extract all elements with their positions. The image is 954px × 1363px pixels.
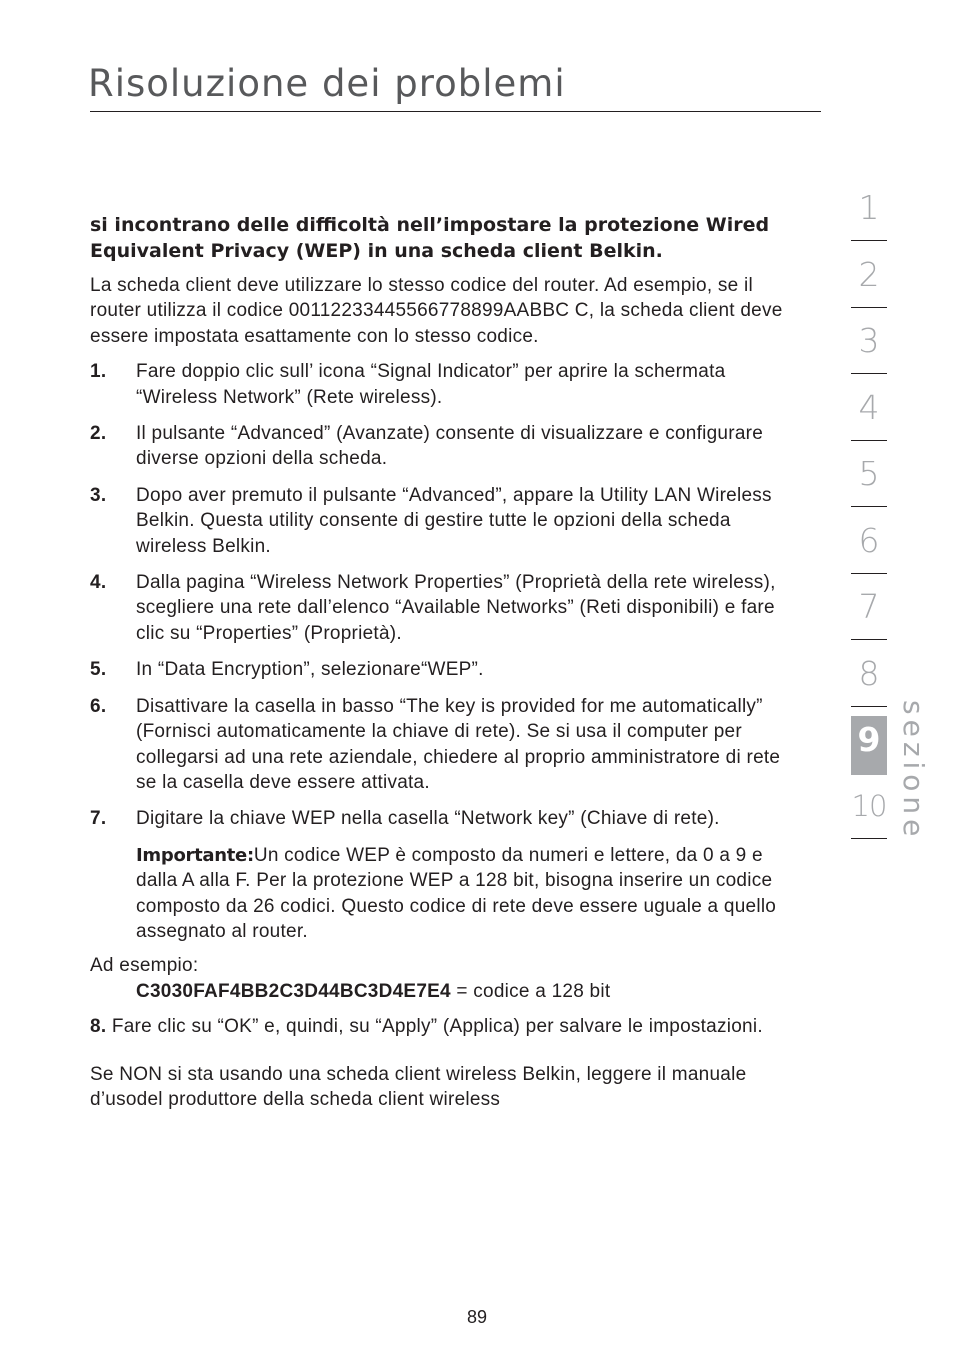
example-line (90, 979, 802, 1004)
step-number: 8. (90, 1016, 107, 1038)
section-nav-item-5: 5 (851, 450, 887, 507)
example-code: C3030FAF4BB2C3D44BC3D4E7E4 (136, 980, 451, 1002)
closing-paragraph: Se NON si sta usando una scheda client wireless Belkin, leggere il manuale d’usodel produttore della scheda client wireless (90, 1063, 747, 1110)
step-item (90, 657, 802, 682)
section-nav (851, 184, 887, 849)
step-text: In “Data Encryption”, selezionare“WEP”. (136, 659, 484, 681)
step-text: Il pulsante “Advanced” (Avanzate) consente di visualizzare e configurare diverse opzioni della scheda. (136, 423, 764, 470)
step-number: 5. (90, 659, 107, 681)
important-note (90, 843, 802, 945)
intro-paragraph: La scheda client deve utilizzare lo stesso codice del router. Ad esempio, se il router utilizza il codice 00112233445566778899AABBC C, la scheda client deve essere impostata esattamente con lo stesso codice. (90, 275, 783, 347)
step-number: 3. (90, 484, 107, 506)
example-suffix: = codice a 128 bit (450, 980, 611, 1002)
section-nav-item-1: 1 (851, 184, 887, 241)
page-title: Risoluzione dei problemi (88, 62, 566, 105)
step-number: 4. (90, 572, 107, 594)
example-label: Ad esempio: (90, 955, 199, 977)
step-item (90, 483, 802, 559)
step-text: Fare doppio clic sull’ icona “Signal Indicator” per aprire la schermata “Wireless Network” (Rete wireless). (136, 361, 726, 408)
note-text: Un codice WEP è composto da numeri e lettere, da 0 a 9 e dalla A alla F. Per la protezione WEP a 128 bit, bisogna inserire un codice composto da 26 codici. Questo codice di rete deve essere uguale a quello assegnato al router. (136, 844, 777, 942)
main-content (90, 212, 802, 1112)
page-number: 89 (466, 1307, 488, 1327)
step-number: 7. (90, 808, 107, 830)
section-nav-item-7: 7 (851, 583, 887, 640)
step-item (90, 806, 802, 831)
step-text: Dalla pagina “Wireless Network Properties” (Proprietà della rete wireless), scegliere una rete dall’elenco “Available Networks” (Reti disponibili) e fare clic su “Properties” (Proprietà). (136, 572, 776, 644)
step-item (90, 359, 802, 410)
step-item (90, 570, 802, 646)
step-item (90, 694, 802, 796)
steps-list (90, 359, 802, 832)
step-text: Digitare la chiave WEP nella casella “Network key” (Chiave di rete). (136, 808, 720, 830)
section-nav-item-6: 6 (851, 517, 887, 574)
step-number: 2. (90, 423, 107, 445)
step-item-8 (90, 1014, 802, 1039)
section-label: sezione (897, 700, 930, 842)
step-item (90, 421, 802, 472)
step-text: Disattivare la casella in basso “The key is provided for me automatically” (Fornisci automaticamente la chiave di rete). Se si usa il computer per collegarsi ad una rete aziendale, chiedere al proprio amministratore di rete se la casella deve essere attivata. (136, 695, 781, 793)
step-number: 6. (90, 695, 107, 717)
section-nav-item-4: 4 (851, 384, 887, 441)
step-text: Fare clic su “OK” e, quindi, su “Apply” (Applica) per salvare le impostazioni. (106, 1016, 763, 1038)
title-divider (90, 111, 821, 112)
section-nav-item-9-active: 9 (851, 716, 887, 775)
section-heading: si incontrano delle difficoltà nell’impostare la protezione Wired Equivalent Privacy (WEP) in una scheda client Belkin. (90, 214, 770, 262)
step-number: 1. (90, 361, 107, 383)
section-nav-item-8: 8 (851, 650, 887, 707)
section-nav-item-10: 10 (851, 782, 887, 839)
section-nav-item-2: 2 (851, 251, 887, 308)
step-text: Dopo aver premuto il pulsante “Advanced”, appare la Utility LAN Wireless Belkin. Questa utility consente di gestire tutte le opzioni della scheda wireless Belkin. (136, 484, 772, 557)
section-nav-item-3: 3 (851, 317, 887, 374)
note-label: Importante: (136, 844, 254, 866)
